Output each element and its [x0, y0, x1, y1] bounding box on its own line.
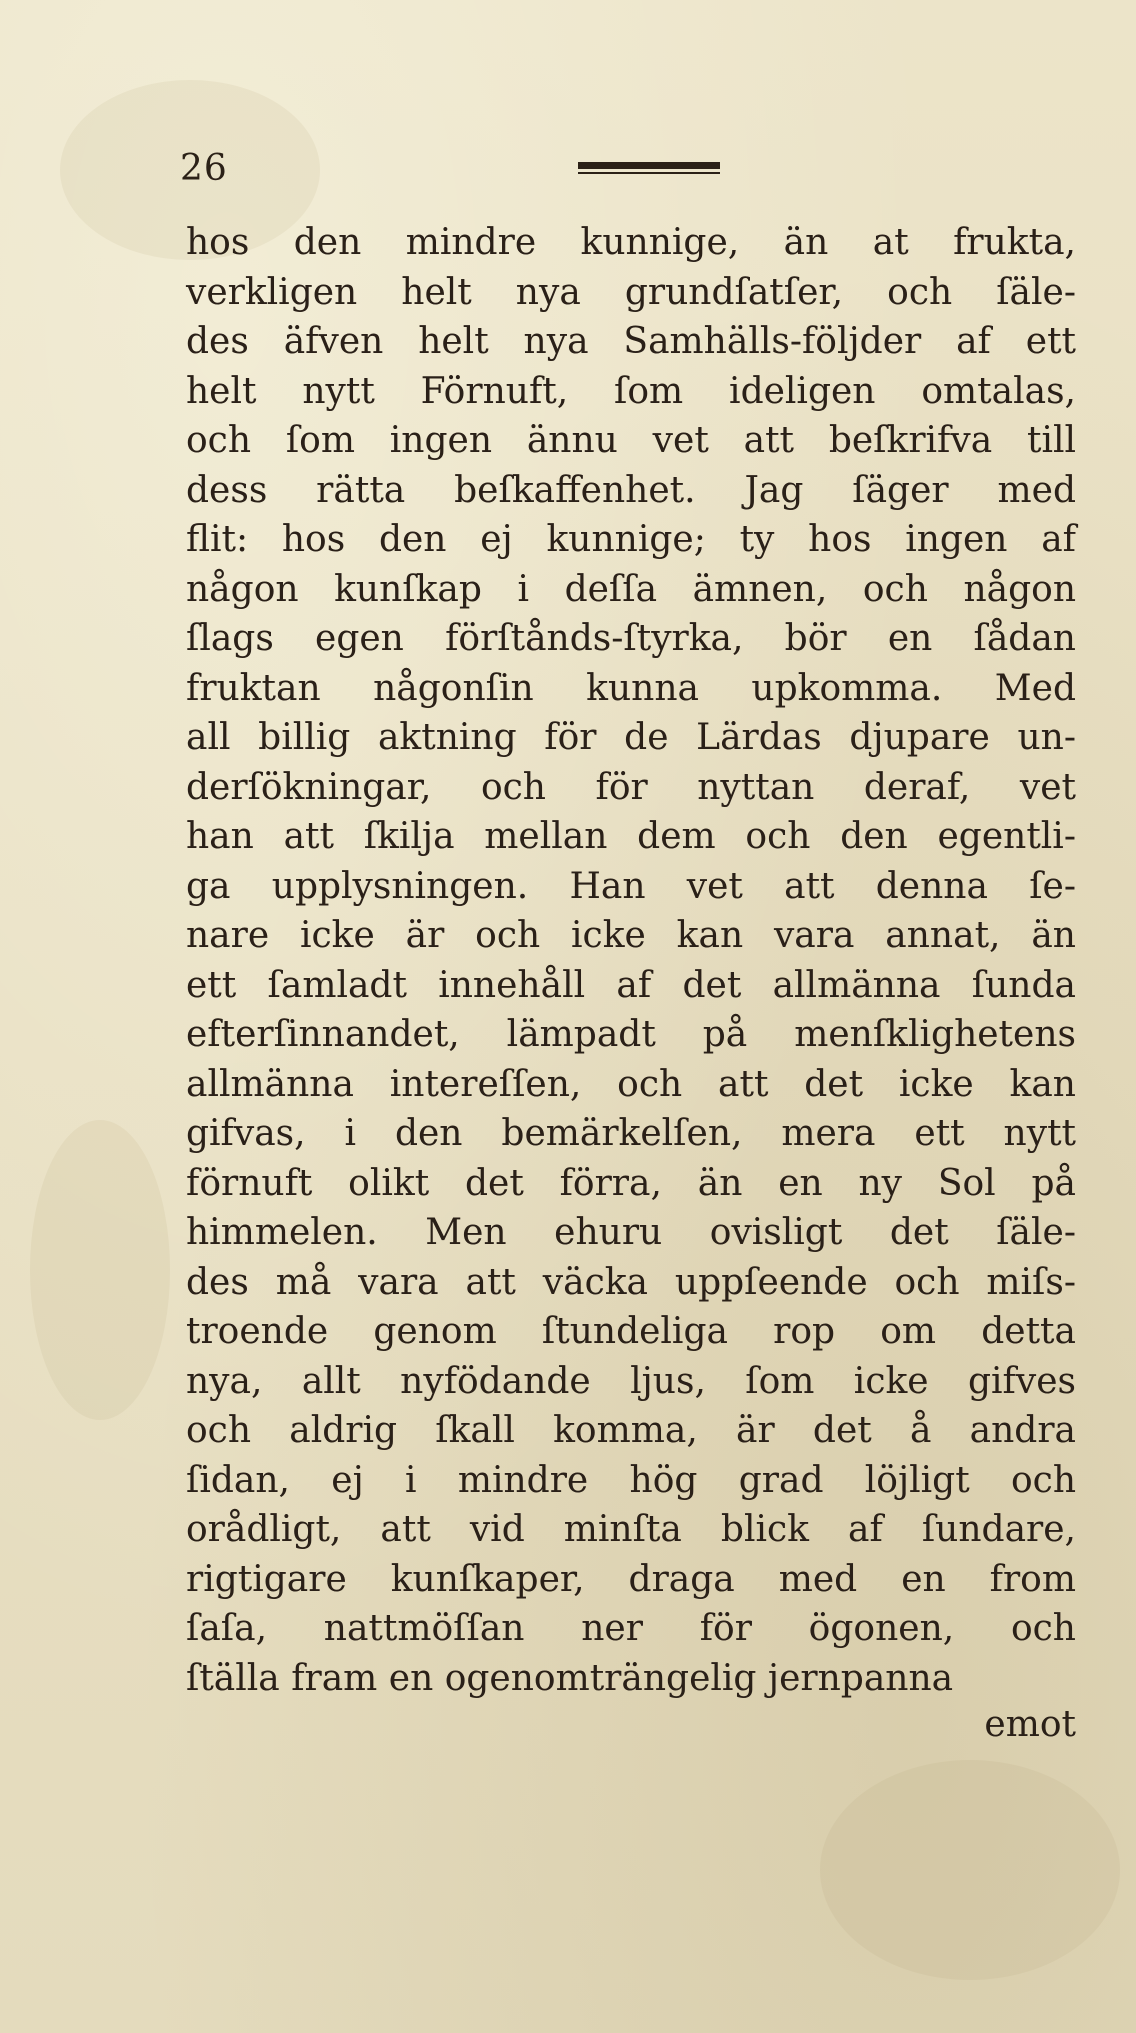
text-line: all billig aktning för de Lärdas djupare un- — [186, 717, 1076, 758]
text-line: des äfven helt nya Samhälls-följder af ett — [186, 321, 1076, 362]
header-rule-thin — [578, 172, 720, 174]
text-line: förnuft olikt det förra, än en ny Sol på — [186, 1162, 1076, 1204]
text-line: verkligen helt nya grundſatſer, och ſäle- — [186, 271, 1076, 313]
text-line: och aldrig ſkall komma, är det å andra — [186, 1410, 1076, 1451]
text-line: rigtigare kunſkaper, draga med en from — [186, 1558, 1076, 1600]
text-line: des må vara att väcka uppſeende och miſs- — [186, 1261, 1076, 1303]
text-line: och ſom ingen ännu vet att beſkrifva till — [186, 420, 1076, 461]
page-number: 26 — [180, 148, 228, 189]
text-line: ſlags egen förſtånds-ſtyrka, bör en ſådan — [186, 618, 1076, 659]
text-line: gifvas, i den bemärkelſen, mera ett nytt — [186, 1113, 1076, 1154]
text-line: helt nytt Förnuft, ſom ideligen omtalas, — [186, 370, 1076, 412]
text-line: efterſinnandet, lämpadt på menſklighetens — [186, 1014, 1076, 1055]
text-line: fruktan någonſin kunna upkomma. Med — [186, 667, 1076, 709]
catchword: emot — [984, 1704, 1076, 1745]
text-line: nya, allt nyfödande ljus, ſom icke gifves — [186, 1360, 1076, 1402]
text-line: hos den mindre kunnige, än at frukta, — [186, 222, 1076, 263]
text-line: dess rätta beſkaffenhet. Jag ſäger med — [186, 469, 1076, 511]
text-line: derſökningar, och för nyttan deraf, vet — [186, 766, 1076, 808]
text-line: han att ſkilja mellan dem och den egentli- — [186, 816, 1076, 857]
text-line: ett ſamladt innehåll af det allmänna ſunda — [186, 964, 1076, 1006]
text-line: orådligt, att vid minſta blick af ſundare, — [186, 1509, 1076, 1550]
header-rule-thick — [578, 162, 720, 169]
header-rule — [578, 162, 720, 176]
text-line: himmelen. Men ehuru ovisligt det ſäle- — [186, 1212, 1076, 1253]
text-line: flit: hos den ej kunnige; ty hos ingen af — [186, 519, 1076, 560]
text-line: ſidan, ej i mindre hög grad löjligt och — [186, 1459, 1076, 1501]
text-line: ſtälla fram en ogenomträngelig jernpanna — [186, 1657, 954, 1699]
body-text — [186, 218, 1076, 1703]
text-line: troende genom ſtundeliga rop om detta — [186, 1311, 1076, 1352]
text-line: ga upplysningen. Han vet att denna ſe- — [186, 865, 1076, 907]
text-line: allmänna intereſſen, och att det icke kan — [186, 1063, 1076, 1105]
paper-stain — [820, 1760, 1120, 1980]
paper-stain — [30, 1120, 170, 1420]
text-line: nare icke är och icke kan vara annat, än — [186, 915, 1076, 956]
text-line: någon kunſkap i deſſa ämnen, och någon — [186, 568, 1076, 610]
text-line: ſaſa, nattmöſſan ner för ögonen, och — [186, 1608, 1076, 1649]
